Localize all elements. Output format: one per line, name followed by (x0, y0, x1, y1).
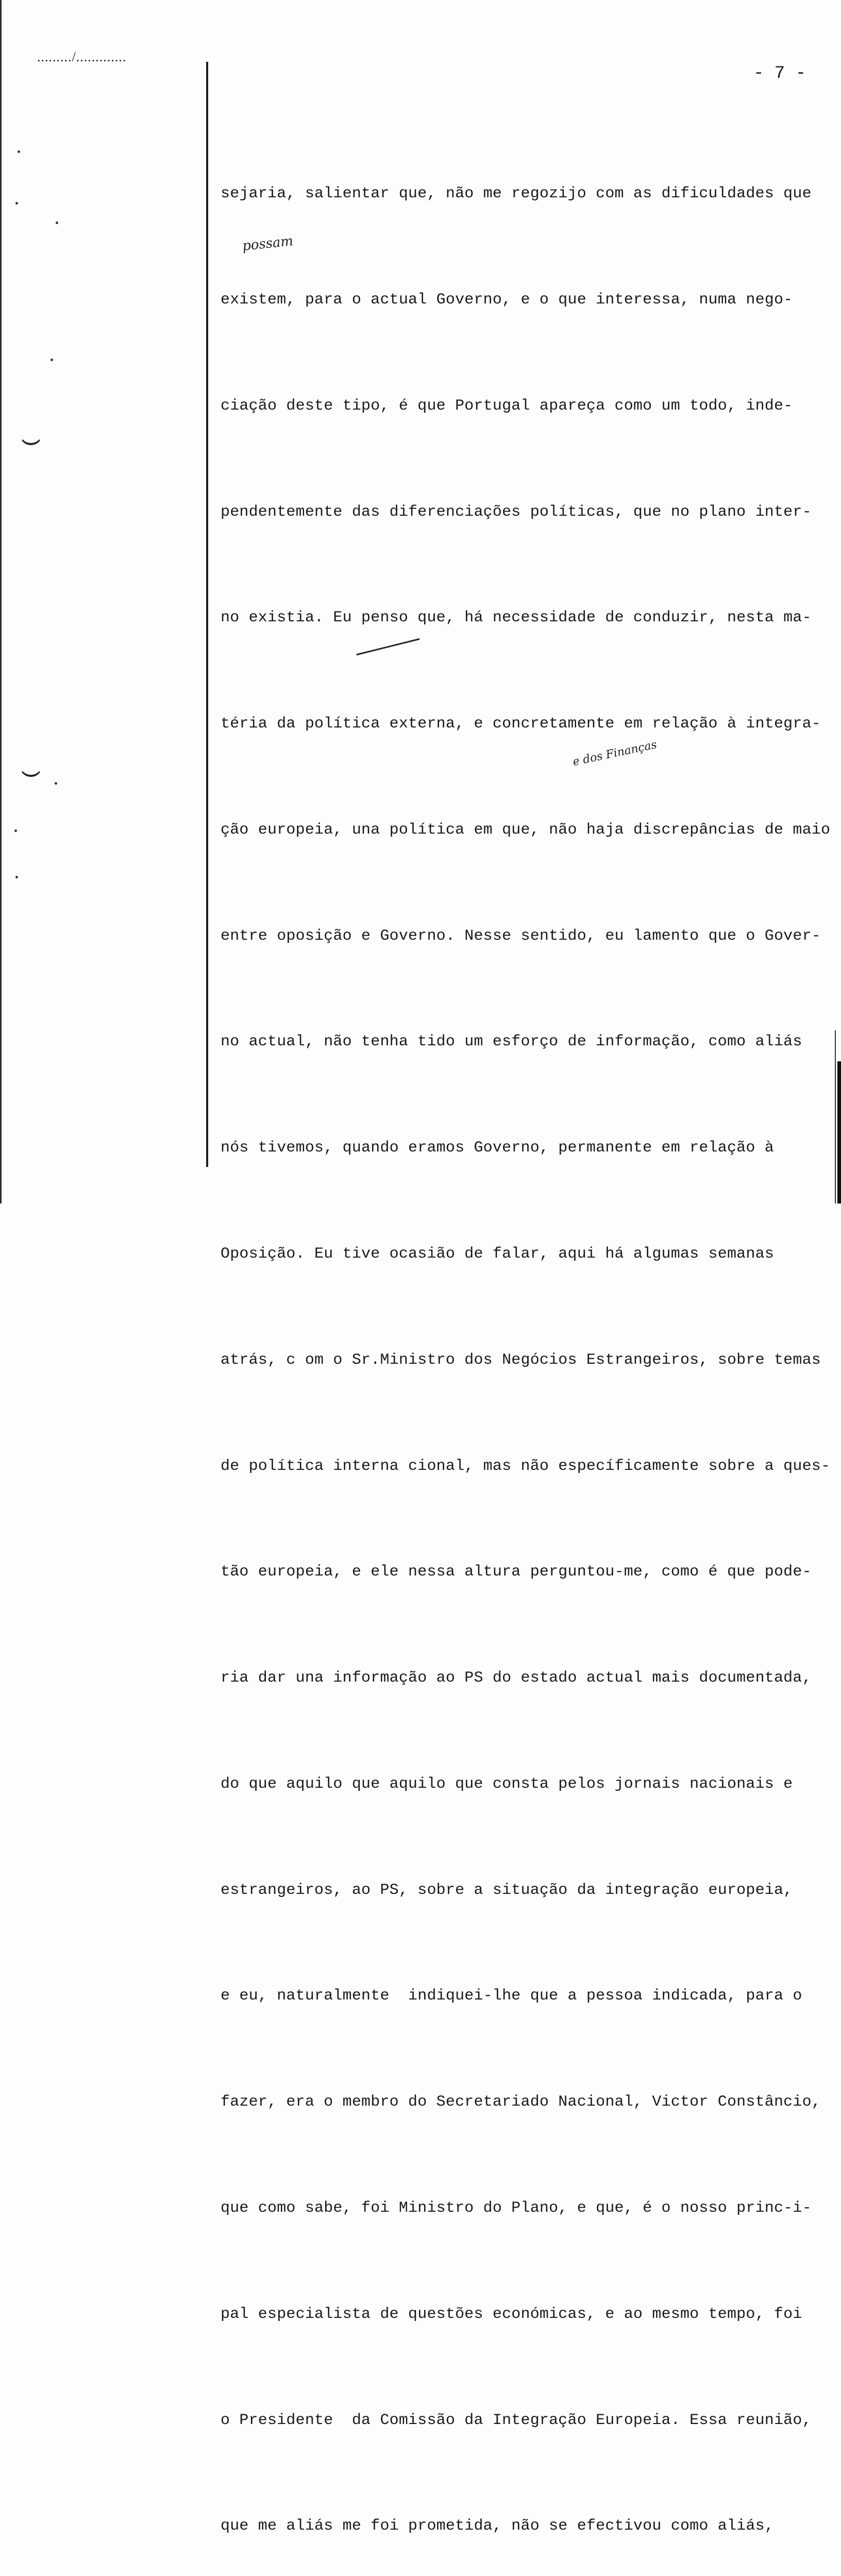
body-line: que como sabe, foi Ministro do Plano, e que, é o nosso princ-i- (221, 2199, 812, 2217)
body-line: atrás, c om o Sr.Ministro dos Negócios Estrangeiros, sobre temas (221, 1351, 821, 1369)
page-left-border (0, 0, 2, 1204)
body-line: ciação deste tipo, é que Portugal apareça como um todo, inde- (221, 397, 793, 415)
body-line: nós tivemos, quando eramos Governo, permanente em relação à (221, 1139, 774, 1157)
margin-speck (14, 829, 17, 832)
reference-blank: ........./............. (37, 49, 127, 64)
handwritten-annotation-possam: possam (241, 233, 294, 255)
margin-speck (15, 876, 18, 878)
body-line: o Presidente da Comissão da Integração Europeia. Essa reunião, (221, 2411, 812, 2429)
left-margin-rule (206, 62, 208, 1167)
margin-speck (15, 202, 18, 205)
body-line: de política interna cional, mas não específicamente sobre a ques- (221, 1457, 831, 1475)
body-line: no actual, não tenha tido um esforço de informação, como aliás (221, 1033, 802, 1051)
margin-speck (18, 150, 20, 153)
margin-punch-mark-upper (20, 431, 42, 445)
body-line: pendentemente das diferenciações políticas, que no plano inter- (221, 503, 812, 521)
body-line: téria da política externa, e concretamente em relação à integra- (221, 715, 821, 733)
body-line: estrangeiros, ao PS, sobre a situação da integração europeia, (221, 1881, 793, 1899)
body-line: pal especialista de questões económicas, e ao mesmo tempo, foi (221, 2305, 802, 2323)
body-line: do que aquilo que aquilo que consta pelos jornais nacionais e (221, 1775, 793, 1793)
body-line: fazer, era o membro do Secretariado Nacional, Victor Constâncio, (221, 2093, 821, 2111)
body-line: tão europeia, e ele nessa altura perguntou-me, como é que pode- (221, 1563, 812, 1581)
letter-body (221, 106, 839, 2576)
body-line: sejaria, salientar que, não me regozijo com as dificuldades que (221, 185, 812, 203)
margin-speck (55, 782, 57, 785)
body-line: no existia. Eu penso que, há necessidade de conduzir, nesta ma- (221, 609, 812, 627)
body-line: que me aliás me foi prometida, não se efectivou como aliás, (221, 2517, 774, 2535)
body-line: existem, para o actual Governo, e o que interessa, numa nego- (221, 291, 793, 309)
handwritten-annotation-financas: e dos Finanças (571, 738, 658, 769)
margin-speck (51, 359, 53, 361)
margin-punch-mark-lower (20, 762, 42, 777)
margin-speck (56, 222, 58, 224)
page-number: - 7 - (753, 64, 806, 83)
body-line: entre oposição e Governo. Nesse sentido, eu lamento que o Gover- (221, 927, 821, 945)
body-line: Oposição. Eu tive ocasião de falar, aqui há algumas semanas (221, 1245, 774, 1263)
body-line: ção europeia, una política em que, não haja discrepâncias de maio (221, 821, 831, 839)
body-line: ria dar una informação ao PS do estado actual mais documentada, (221, 1669, 812, 1687)
body-line: e eu, naturalmente indiquei-lhe que a pessoa indicada, para o (221, 1987, 802, 2005)
